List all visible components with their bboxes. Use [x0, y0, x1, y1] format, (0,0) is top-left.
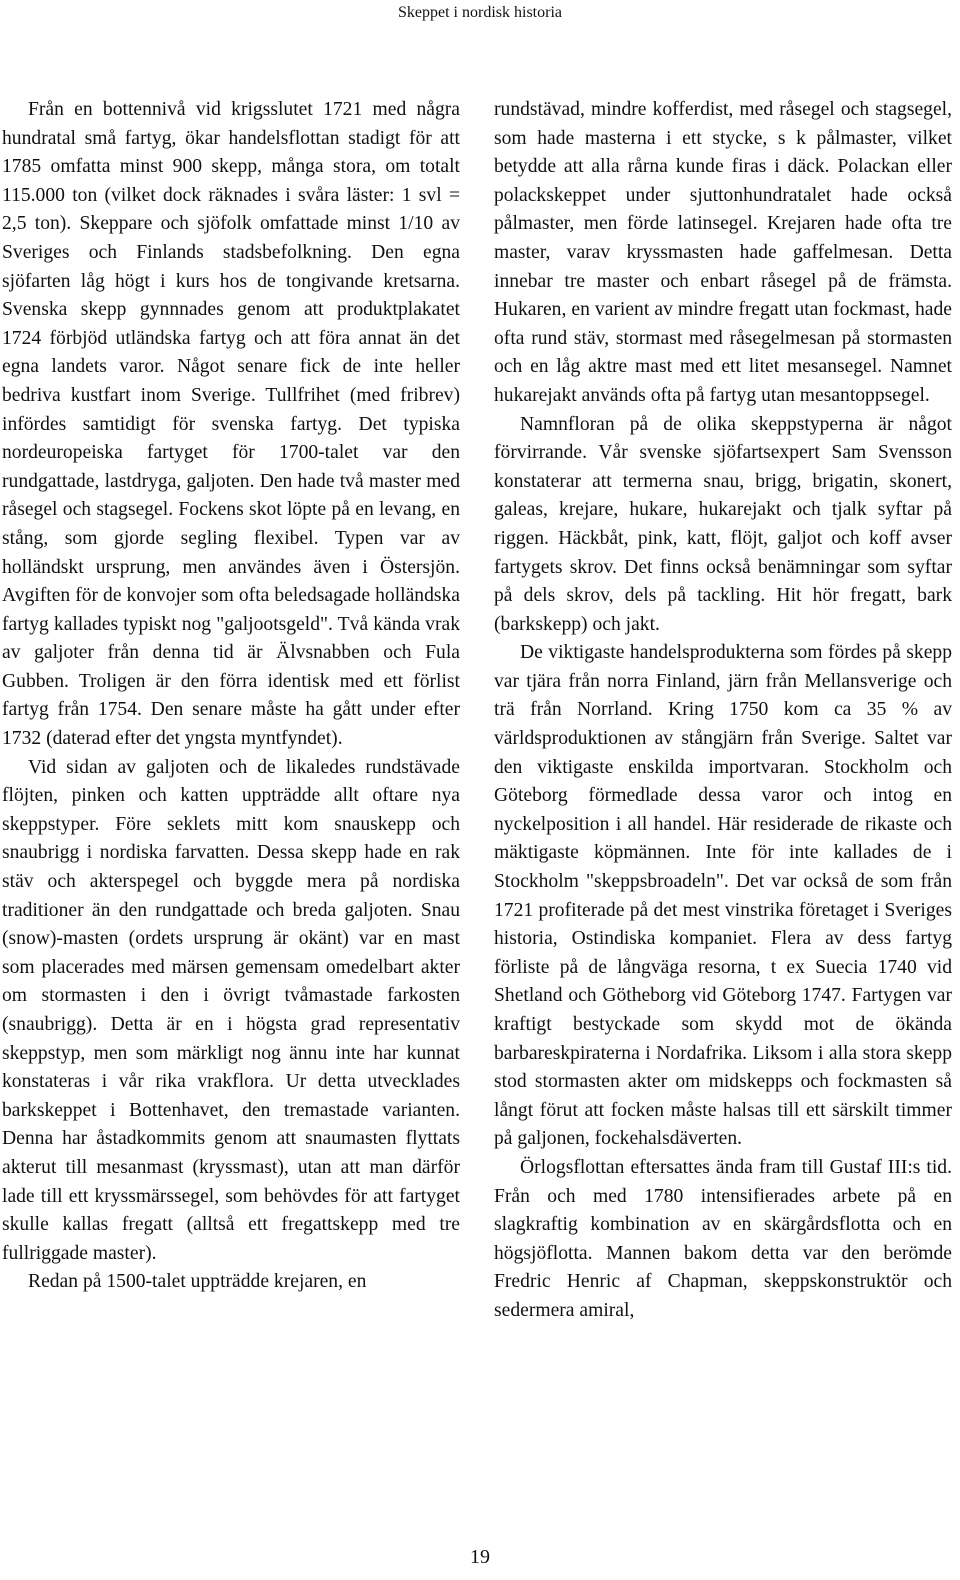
paragraph: Namnfloran på de olika skeppstyperna är något förvirrande. Vår svenske sjöfartsexpert Sam Svensson konstaterar att termerna snau, brigg, brigatin, skonert, galeas, krejare, hukare, hukarejakt och tjalk syftar på riggen. Häckbåt, pink, katt, flöjt, galjot och koff avser fartygets skrov. Det finns också benämningar som syftar på dels skrov, dels på tackling. Hit hör fregatt, bark (barkskepp) och jakt.	[494, 413, 952, 635]
paragraph: De viktigaste handelsprodukterna som fördes på skepp var tjära från norra Finland, järn från Mellansverige och trä från Norrland. Kring 1750 kom ca 35 % av världsproduktionen av stångjärn från Sverige. Saltet var den viktigaste enskilda importvaran. Stockholm och Göteborg förmedlade dessa varor och intog en nyckelposition i all handel. Här residerade de rikaste och mäktigaste köpmännen. Inte för inte kallades de i Stockholm "skeppsbroadeln". Det var också de som från 1721 profiterade på det mest vinstrika företaget i Sveriges historia, Ostindiska kompaniet. Flera av dess fartyg förliste på de långväga resorna, t ex Suecia 1740 vid Shetland och Götheborg vid Göteborg 1747. Fartygen var kraftigt bestyckade som skydd mot de ökända barbareskpiraterna i Nordafrika. Liksom i alla stora skepp stod stormasten akter om midskepps och fockmasten så långt förut att focken måste halsas till ett särskilt timmer på galjonen, fockehalsdäverten.	[494, 642, 952, 1150]
right-column	[494, 96, 952, 1326]
paragraph: Från en bottennivå vid krigsslutet 1721 med några hundratal små fartyg, ökar handelsflottan stadigt för att 1785 omfatta minst 900 skepp, många stora, om totalt 115.000 ton (vilket dock räknades i svåra läster: 1 svl = 2,5 ton). Skeppare och sjöfolk omfattade minst 1/10 av Sveriges och Finlands stadsbefolkning. Den egna sjöfarten låg högt i kurs hos de tongivande kretsarna. Svenska skepp gynnnades genom att produktplakatet 1724 förbjöd utländska fartyg och att föra annat än det egna landets varor. Något senare fick de inte heller bedriva kustfart inom Sverige. Tullfrihet (med fribrev) infördes samtidigt för svenska fartyg. Det typiska nordeuropeiska fartyget för 1700-talet var den rundgattade, lastdryga, galjoten. Den hade två master med råsegel och stagsegel. Fockens skot löpte på en levang, en stång, som gjorde segling flexibel. Typen var av holländskt ursprung, men användes även i Östersjön. Avgiften för de konvojer som ofta beledsagade holländska fartyg kallades typiskt nog "galjootsgeld". Två kända vrak av galjoter från denna tid är Älvsnabben och Fula Gubben. Troligen är den förra identisk med ett förlist fartyg från 1754. Den senare måste ha gått under efter 1732 (daterad efter det yngsta myntfyndet).	[2, 99, 460, 750]
running-header: Skeppet i nordisk historia	[398, 4, 562, 21]
page-number: 19	[470, 1546, 490, 1568]
paragraph: Örlogsflottan eftersattes ända fram till Gustaf III:s tid. Från och med 1780 intensifierades arbete på en slagkraftig kombination av en skärgårdsflotta och en högsjöflotta. Mannen bakom detta var den berömde Fredric Henric af Chapman, skeppskonstruktör och sedermera amiral,	[494, 1156, 952, 1321]
paragraph: rundstävad, mindre kofferdist, med råsegel och stagsegel, som hade masterna i ett stycke, s k pålmaster, vilket betydde att alla rårna kunde firas i däck. Polackan eller polackskeppet under sjuttonhundratalet hade också pålmaster, men förde latinsegel. Krejaren hade ofta tre master, varav kryssmasten hade gaffelmesan. Detta innebar tre master och enbart råsegel på de främsta. Hukaren, en varient av mindre fregatt utan fockmast, hade ofta rund stäv, stormast med råsegelmesan på stormasten och en låg aktre mast med ett litet mesansegel. Namnet hukarejakt används ofta på fartyg utan mesantoppsegel.	[494, 99, 952, 406]
paragraph: Vid sidan av galjoten och de likaledes rundstävade flöjten, pinken och katten uppträdde allt oftare nya skeppstyper. Före seklets mitt kom snauskepp och snaubrigg i nordiska farvatten. Dessa skepp hade en rak stäv och akterspegel och byggde mera på nordiska traditioner än den rundgattade och breda galjoten. Snau (snow)-masten (ordets ursprung är okänt) var en mast som placerades med märsen gemensam omedelbart akter om stormasten i den i övrigt tvåmastade farkosten (snaubrigg). Detta är en i högsta grad representativ skeppstyp, men som märkligt nog ännu inte har kunnat konstateras i vår rika vrakflora. Ur detta utvecklades barkskeppet i Bottenhavet, den tremastade varianten. Denna har åstadkommits genom att snaumasten flyttats akterut till mesanmast (kryssmast), utan att man därför lade till ett kryssmärssegel, som behövdes för att fartyget skulle kallas fregatt (alltså ett fregattskepp med tre fullriggade master).	[2, 756, 460, 1264]
paragraph: Redan på 1500-talet uppträdde krejaren, en	[28, 1271, 367, 1293]
left-column	[2, 96, 460, 1297]
